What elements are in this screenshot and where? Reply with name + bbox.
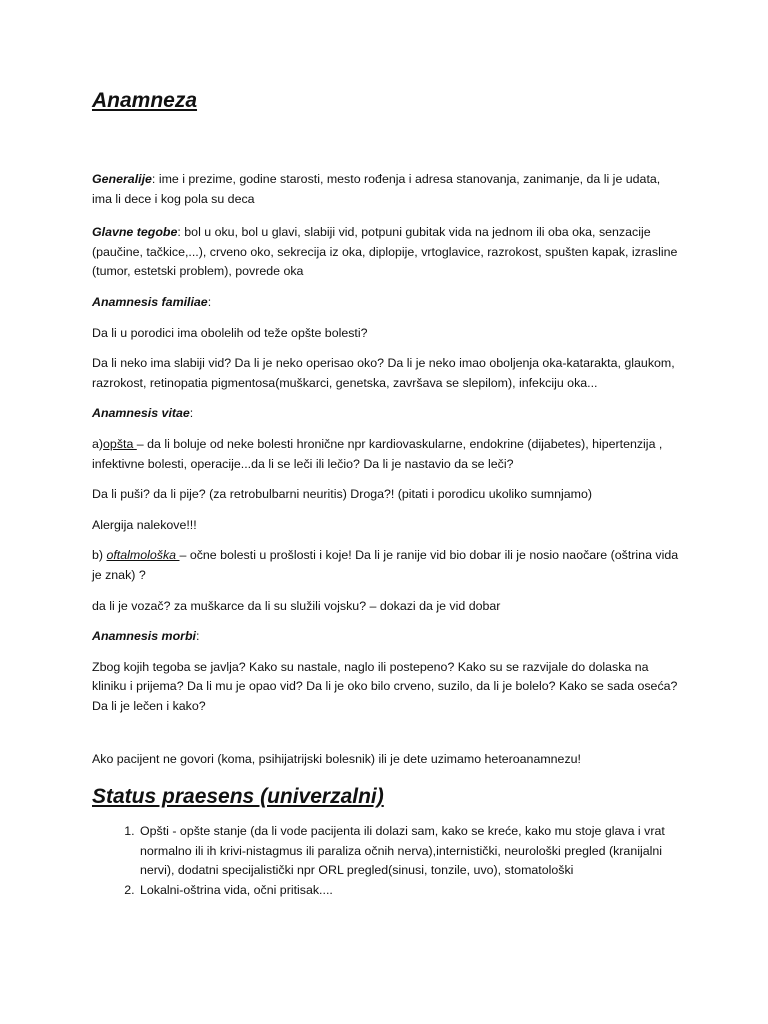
familiae-heading-colon: : bbox=[207, 294, 212, 309]
vitae-smoking-line: Da li puši? da li pije? (za retrobulbarni neuritis) Droga?! (pitati i porodicu ukoliko sumnjamo) bbox=[92, 487, 592, 502]
familiae-question-1: Da li u porodici ima obolelih od teže opšte bolesti? bbox=[92, 325, 368, 340]
vitae-opsta-paragraph bbox=[92, 435, 682, 474]
document-page bbox=[92, 88, 682, 900]
morbi-paragraph: Zbog kojih tegoba se javlja? Kako su nastale, naglo ili postepeno? Kako su se razvijale do dolaska na kliniku i prijema? Da li mu je opao vid? Da li je oko bilo crveno, suzilo, da li je bolelo? Kako se sada oseća? Da li je lečen i kako? bbox=[92, 659, 678, 713]
generalije-text: ime i prezime, godine starosti, mesto rođenja i adresa stanovanja, zanimanje, da li je udata, ima li dece i kog pola su deca bbox=[92, 172, 661, 206]
generalije-label: Generalije bbox=[92, 172, 152, 186]
familiae-heading bbox=[92, 293, 682, 313]
status-praesens-list bbox=[92, 822, 682, 900]
glavne-tegobe-paragraph bbox=[92, 223, 682, 282]
status-item-lokalni: 2. Lokalni-oštrina vida, očni pritisak.... bbox=[138, 881, 682, 901]
vitae-opsta-text: – da li boluje od neke bolesti hronične npr kardiovaskularne, endokrine (dijabetes), hipertenzija , infektivne bolesti, operacije...da li se leči ili lečio? Da li je nastavio da se leči? bbox=[92, 436, 663, 471]
familiae-heading-label: Anamnesis familiae bbox=[92, 294, 208, 309]
vitae-opsta-prefix: a) bbox=[92, 436, 104, 451]
status-item-opsti: 1. Opšti - opšte stanje (da li vode pacijenta ili dolazi sam, kako se kreće, kako mu stoje glava i vrat normalno ili ih krivi-nistagmus ili paraliza očnih nerva),internistički, neurološki pregled (kranijalni nervi), dodatni specijalistički npr ORL pregled(sinusi, tonzile, uvo), stomatološki bbox=[138, 822, 682, 881]
familiae-question-2: Da li neko ima slabiji vid? Da li je neko operisao oko? Da li je neko imao oboljenja oka-katarakta, glaukom, razrokost, retinopatia pigmentosa(muškarci, genetska, završava se slepilom), infekciju oka... bbox=[92, 356, 675, 390]
glavne-tegobe-colon: : bbox=[177, 225, 181, 240]
vitae-driver-line: da li je vozač? za muškarce da li su služili vojsku? – dokazi da je vid dobar bbox=[92, 598, 501, 613]
vitae-allergy-line: Alergija nalekove!!! bbox=[92, 517, 197, 532]
morbi-heading bbox=[92, 627, 682, 647]
generalije-colon: : bbox=[151, 172, 156, 186]
heteroanamneza-note: Ako pacijent ne govori (koma, psihijatrijski bolesnik) ili je dete uzimamo heteroanamnezu! bbox=[92, 752, 581, 767]
page-title: Anamneza bbox=[92, 89, 198, 112]
vitae-heading bbox=[92, 404, 682, 424]
status-praesens-title: Status praesens (univerzalni) bbox=[92, 785, 384, 809]
generalije-paragraph bbox=[92, 170, 682, 209]
vitae-heading-colon: : bbox=[189, 406, 194, 421]
morbi-heading-colon: : bbox=[195, 629, 200, 644]
vitae-oftalmoloska-label: oftalmološka bbox=[106, 548, 180, 563]
morbi-heading-label: Anamnesis morbi bbox=[92, 629, 196, 644]
vitae-oftalmoloska-paragraph bbox=[92, 546, 682, 585]
vitae-oftalmoloska-prefix: b) bbox=[92, 548, 107, 563]
vitae-oftalmoloska-text: – očne bolesti u prošlosti i koje! Da li je ranije vid bio dobar ili je nosio naočare (oštrina vida je znak) ? bbox=[92, 548, 679, 582]
glavne-tegobe-label: Glavne tegobe bbox=[92, 225, 178, 240]
vitae-heading-label: Anamnesis vitae bbox=[92, 406, 190, 421]
vitae-opsta-label: opšta bbox=[103, 436, 137, 451]
glavne-tegobe-text: bol u oku, bol u glavi, slabiji vid, potpuni gubitak vida na jednom ili oba oka, senzacije (paučine, tačkice,...), crveno oko, sekrecija iz oka, diplopije, vrtoglavice, razrokost, spušten kapak, izrasline (tumor, estetski problem), povrede oka bbox=[92, 225, 678, 279]
